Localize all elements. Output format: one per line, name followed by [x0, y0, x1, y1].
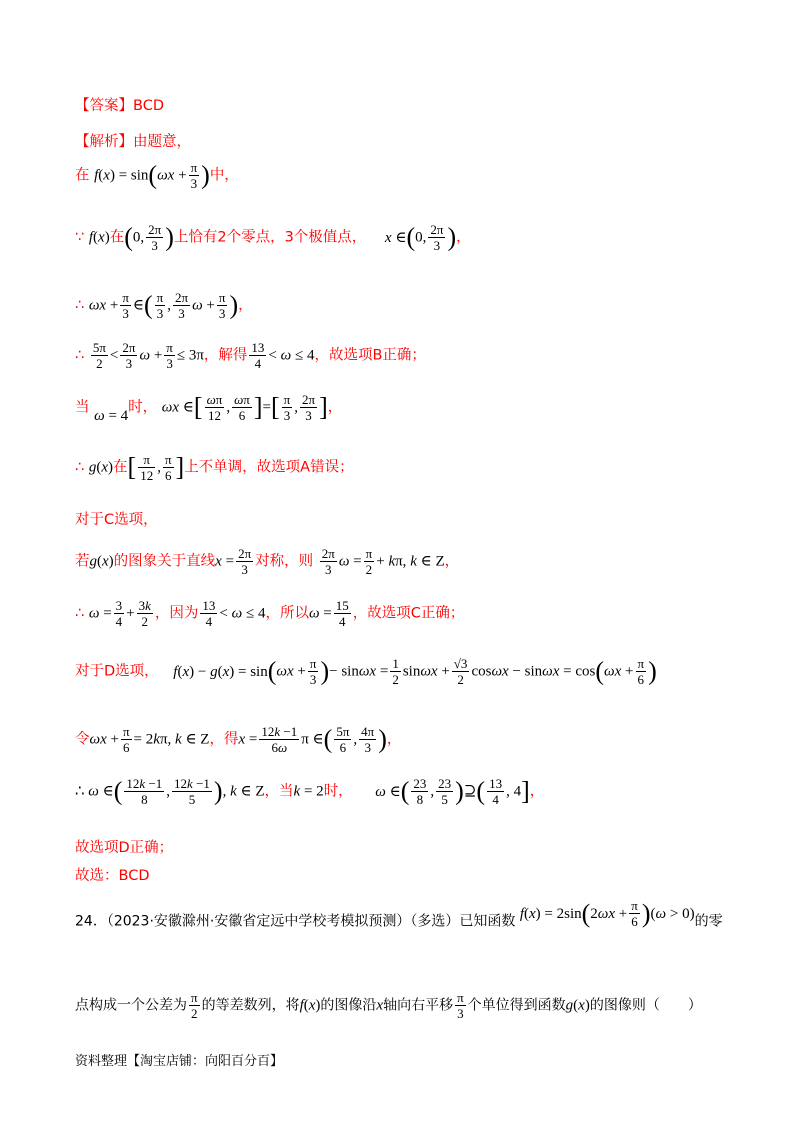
analysis-intro: 由题意，	[133, 134, 191, 150]
math: (ω > 0)	[650, 905, 695, 922]
math: x ∈	[384, 229, 407, 246]
frac: $\frac{2\pi}{3}$	[301, 392, 316, 423]
text-jiede: ，解得	[203, 347, 248, 364]
question-24-line2	[75, 990, 702, 1021]
frac: $\frac{2\pi}{3}$	[430, 222, 444, 253]
range-line	[75, 290, 253, 321]
math: ωx +	[604, 663, 634, 680]
frac: $\frac{5\pi}{2}$	[92, 340, 106, 371]
frac: $\frac{12k -1}{5}$	[174, 776, 210, 807]
text-suoyi: ，所以	[265, 605, 309, 622]
frac: $\frac{4\pi}{3}$	[361, 724, 375, 755]
frac: $\frac{13}{4}$	[202, 598, 216, 629]
therefore-symbol: ∴	[75, 459, 85, 476]
math: g(x)	[565, 997, 590, 1014]
paren: ]	[521, 776, 530, 806]
comma: ，	[327, 399, 343, 416]
paren: (	[406, 222, 416, 252]
frac: $\frac{2\pi}{3}$	[321, 546, 335, 577]
therefore-symbol: ∴	[75, 297, 85, 314]
frac: $\frac{\pi}{3}$	[309, 656, 317, 687]
question-24-line1	[75, 898, 723, 937]
frac: $\frac{3}{4}$	[115, 598, 123, 629]
text-optD: 故选项D正确；	[75, 840, 174, 856]
frac: $\frac{\pi}{6}$	[631, 898, 638, 929]
math: < ω ≤ 4	[219, 605, 266, 622]
solve-line	[75, 340, 426, 371]
frac: $\frac{3k}{2}$	[138, 598, 151, 629]
paren: (	[267, 656, 277, 686]
text-shi: 时，	[323, 783, 353, 800]
frac: $\frac{2\pi}{3}$	[122, 340, 136, 371]
math: ω = 4	[94, 407, 129, 424]
math: 2ωx +	[590, 905, 628, 922]
math: , 4	[506, 783, 522, 800]
math: ,	[167, 297, 171, 314]
math-f-def: f(x) = sin	[94, 167, 149, 184]
math: π ∈	[301, 731, 324, 748]
therefore-symbol: ∴	[75, 347, 85, 364]
paren: (	[581, 898, 591, 928]
paren: (	[476, 776, 486, 806]
math: x	[376, 997, 384, 1014]
paren: [	[193, 392, 203, 422]
paren: [	[127, 452, 137, 482]
question-number: 24．	[75, 913, 107, 930]
frac-pi-3: $\frac{\pi}{3}$	[190, 160, 198, 191]
answer-value: BCD	[133, 98, 164, 114]
math: − sinωx =	[329, 663, 389, 680]
paren: )	[165, 222, 174, 252]
frac: $\frac{23}{5}$	[438, 776, 452, 807]
text-optC: ，故选项C正确；	[352, 605, 465, 622]
math: ωx +	[157, 167, 187, 184]
math: x =	[215, 553, 235, 570]
frac: $\frac{2\pi}{3}$	[148, 222, 162, 253]
comma: ，	[456, 229, 471, 246]
paren: ]	[253, 392, 263, 422]
comma: ，	[444, 553, 460, 570]
option-c-heading	[75, 510, 158, 530]
text-shi: 时，	[128, 399, 158, 416]
math: + kπ, k ∈ Z	[376, 553, 445, 570]
paren: )	[641, 898, 651, 928]
analysis-label: 【解析】	[75, 134, 133, 150]
answer-label: 【答案】	[75, 98, 133, 114]
frac: $\frac{\pi}{6}$	[122, 724, 130, 755]
paren: )	[320, 656, 330, 686]
text-de: ，得	[209, 731, 239, 748]
math: ∈	[132, 297, 144, 314]
frac: $\frac{\omega\pi}{6}$	[234, 392, 250, 423]
paren: )	[648, 656, 657, 686]
frac: $\frac{\pi}{3}$	[283, 392, 291, 423]
paren: )	[378, 724, 387, 754]
paren: (	[124, 222, 133, 252]
option-d-line	[75, 656, 657, 687]
paren: ]	[319, 392, 328, 422]
frac: $\frac{\pi}{3}$	[218, 290, 226, 321]
because-symbol: ∵	[75, 229, 85, 246]
question-tail1: 的零	[694, 913, 723, 930]
frac: $\frac{13}{4}$	[251, 340, 265, 371]
math: ω =	[338, 553, 362, 570]
frac: $\frac{\pi}{3}$	[156, 290, 164, 321]
text-dangk2: ，当	[264, 783, 294, 800]
math: 0,	[132, 229, 145, 246]
paren: )	[229, 290, 239, 320]
paren: (	[113, 776, 123, 806]
math: ω =	[308, 605, 332, 622]
text-final: 故选：BCD	[75, 868, 150, 884]
math: ωx +	[89, 731, 119, 748]
math: x =	[238, 731, 258, 748]
comma: ，	[238, 297, 253, 314]
math: , k ∈ Z	[222, 783, 265, 800]
text-zai: 在	[113, 459, 128, 476]
omega4-line	[75, 392, 342, 423]
frac: $\frac{2\pi}{3}$	[175, 290, 189, 321]
math: =	[262, 399, 271, 416]
math: ωx +	[88, 297, 119, 314]
math: k = 2	[293, 783, 324, 800]
paren: )	[455, 776, 464, 806]
math: ωx ∈	[161, 399, 194, 416]
frac: $\frac{1}{2}$	[392, 656, 399, 687]
frac: $\frac{\pi}{2}$	[191, 990, 198, 1021]
math: ≤ 3π	[176, 347, 204, 364]
paren: )	[447, 222, 457, 252]
text-zai: 在	[75, 167, 90, 184]
formula-f-line	[75, 160, 239, 191]
option-d-conclusion	[75, 838, 173, 858]
math: f(x)	[299, 997, 321, 1014]
frac: $\frac{12k -1}{8}$	[126, 776, 163, 807]
paren: (	[148, 160, 158, 190]
frac: $\frac{2\pi}{3}$	[238, 546, 252, 577]
math: f(x)	[88, 229, 110, 246]
paren: [	[270, 392, 280, 422]
paren: (	[323, 724, 333, 754]
text-zeros: 上恰有2个零点，3个极值点，	[173, 229, 367, 246]
zeros-line	[75, 222, 471, 253]
math: ,	[294, 399, 298, 416]
question-line2b: 的等差数列，将	[201, 997, 300, 1014]
frac: $\frac{\pi}{2}$	[365, 546, 373, 577]
math: ω +	[139, 347, 163, 364]
text-forC: 对于C选项，	[75, 512, 158, 528]
question-line2a: 点构成一个公差为	[75, 997, 187, 1014]
question-line2f: 的图像则（ ）	[589, 997, 702, 1014]
question-line2d: 轴向右平移	[383, 997, 454, 1014]
frac: $\frac{12k -1}{6\omega}$	[261, 724, 298, 755]
paren: )	[213, 776, 223, 806]
math: ,	[157, 459, 161, 476]
frac: $\frac{\omega\pi}{12}$	[206, 392, 223, 423]
math: <	[109, 347, 119, 364]
text-ling: 令	[75, 731, 90, 748]
final-answer	[75, 866, 149, 886]
text-optA: 上不单调，故选项A错误；	[184, 459, 354, 476]
math: 0,	[415, 229, 427, 246]
math: ω +	[192, 297, 215, 314]
text-zhong: 中，	[209, 167, 239, 184]
symmetry-line	[75, 546, 459, 577]
math: ⊇	[463, 783, 477, 800]
question-line2e: 个单位得到函数	[467, 997, 566, 1014]
text-yinwei: ，因为	[154, 605, 199, 622]
paren: ]	[175, 452, 185, 482]
k2-line	[75, 776, 544, 807]
footer	[75, 1050, 283, 1069]
omega-line	[75, 598, 464, 629]
comma: ，	[386, 731, 402, 748]
frac: $\frac{\pi}{12}$	[140, 452, 154, 483]
frac: $\frac{23}{8}$	[413, 776, 427, 807]
paren: (	[400, 776, 410, 806]
let-line	[75, 724, 401, 755]
math: ,	[430, 783, 435, 800]
frac: $\frac{√3}{2}$	[453, 656, 468, 687]
math: sinωx +	[402, 663, 450, 680]
text-dang: 当	[75, 399, 90, 416]
math: g(x)	[89, 553, 114, 570]
math: ∴ ω ∈	[75, 783, 114, 800]
frac: $\frac{15}{4}$	[335, 598, 349, 629]
frac: $\frac{5\pi}{6}$	[336, 724, 350, 755]
frac: $\frac{\pi}{6}$	[164, 452, 172, 483]
frac: $\frac{13}{4}$	[489, 776, 503, 807]
text-sym1: 的图象关于直线	[113, 553, 216, 570]
math: ω =	[88, 605, 112, 622]
math: +	[126, 605, 135, 622]
text-optB: ，故选项B正确；	[314, 347, 426, 364]
question-source: （2023·安徽滁州·安徽省定远中学校考模拟预测）（多选）已知函数	[106, 913, 516, 930]
footer-text: 资料整理【淘宝店铺：向阳百分百】	[75, 1054, 284, 1069]
math: ω ∈	[375, 783, 401, 800]
comma: ，	[529, 783, 545, 800]
therefore-symbol: ∴	[75, 605, 85, 622]
monotone-line	[75, 452, 354, 483]
math: = 2kπ, k ∈ Z	[133, 731, 210, 748]
paren: (	[595, 656, 605, 686]
paren: (	[144, 290, 153, 320]
text-zai: 在	[109, 229, 125, 246]
frac: $\frac{\pi}{3}$	[457, 990, 464, 1021]
math: ,	[226, 399, 231, 416]
math: ωx +	[276, 663, 306, 680]
math: g(x)	[88, 459, 114, 476]
text-sym2: 对称，则	[255, 553, 314, 570]
analysis-line	[75, 132, 191, 152]
math: f(x) − g(x) = sin	[173, 663, 268, 680]
frac: $\frac{\pi}{3}$	[166, 340, 173, 371]
answer-line	[75, 96, 164, 116]
text-forD: 对于D选项，	[75, 663, 159, 680]
frac: $\frac{\pi}{6}$	[637, 656, 645, 687]
frac: $\frac{\pi}{3}$	[122, 290, 129, 321]
math: f(x) = 2sin	[519, 905, 582, 922]
text-ruo: 若	[75, 553, 90, 570]
math: ,	[166, 783, 171, 800]
math: < ω ≤ 4	[268, 347, 315, 364]
paren: )	[201, 160, 210, 190]
question-line2c: 的图像沿	[320, 997, 377, 1014]
math: cosωx − sinωx = cos	[471, 663, 596, 680]
math: ,	[353, 731, 358, 748]
